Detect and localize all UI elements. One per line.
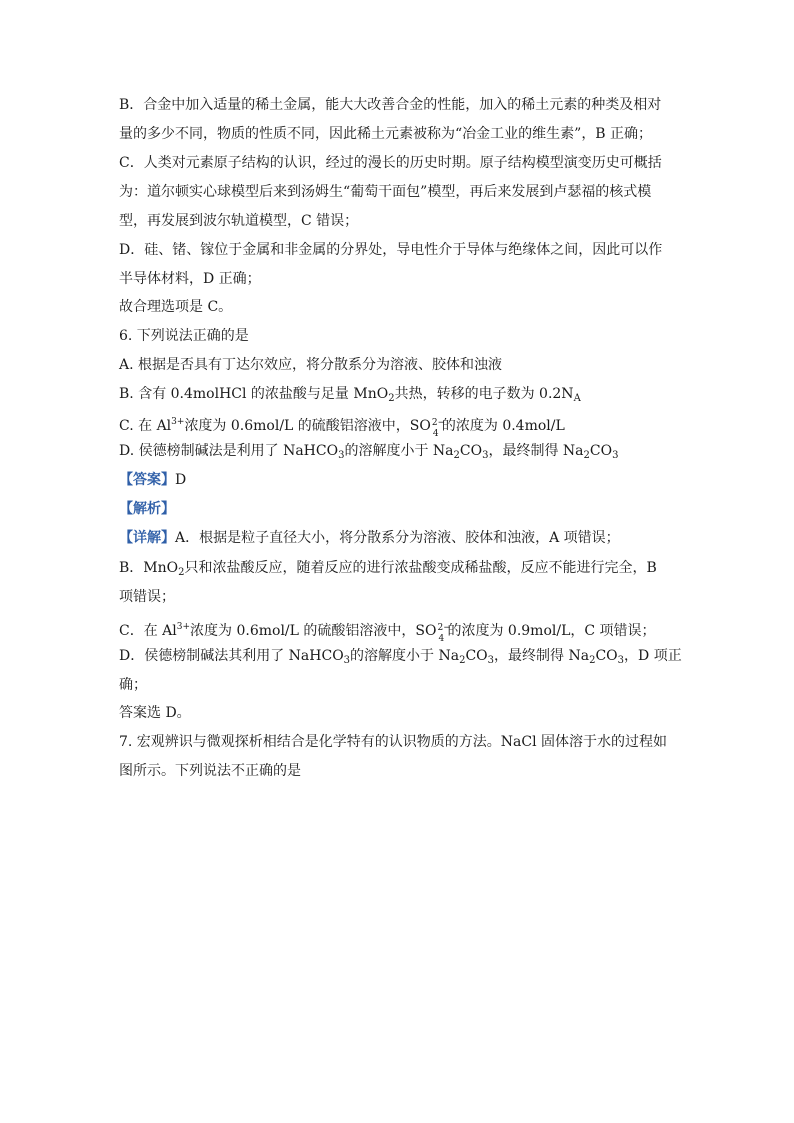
q6-detail-d-text-6: ，D 项正 [624, 648, 682, 664]
q6-detail-c-ion-charge [436, 621, 451, 644]
q6-detail-b-subscript: 2 [178, 567, 185, 578]
q6-option-c-text-1: C. 在 Al [119, 418, 172, 434]
q6-detail-d-subscript-1: 3 [343, 655, 351, 666]
q6-detail-c-text-1: C．在 Al [119, 623, 177, 639]
q6-stem: 6. 下列说法正确的是 [119, 328, 249, 344]
analysis-tag: 【解析】 [119, 501, 175, 517]
q6-option-a: A. 根据是否具有丁达尔效应，将分散系分为溶液、胶体和浊液 [119, 357, 503, 373]
q5-analysis-c-line-1: C．人类对元素原子结构的认识，经过的漫长的历史时期。原子结构模型演变历史可概括 [119, 155, 662, 171]
q6-detail-d-subscript-2: 2 [459, 655, 466, 666]
q6-detail-c-text-3: 的浓度为 0.9mol/L，C 项错误； [447, 623, 656, 639]
q6-final-answer: 答案选 D。 [119, 705, 191, 721]
q6-option-d-subscript-5: 3 [612, 450, 619, 461]
q6-detail-b-text-1: B．MnO [119, 560, 179, 576]
q6-detail-a-text: A．根据是粒子直径大小，将分散系分为溶液、胶体和浊液，A 项错误； [175, 530, 620, 546]
q6-detail-c-ion-subscript: 4 [438, 634, 445, 644]
q6-detail-d [119, 646, 682, 671]
q6-option-c-ion-subscript: 4 [432, 429, 439, 439]
q7-stem-line-1: 7. 宏观辨识与微观探析相结合是化学特有的认识物质的方法。NaCl 固体溶于水的过程如 [119, 734, 668, 750]
q5-analysis-c-line-2: 为：道尔顿实心球模型后来到汤姆生“葡萄干面包”模型，再后来发展到卢瑟福的核式模 [119, 184, 652, 200]
q6-option-d-subscript-1: 3 [338, 450, 345, 461]
q6-detail-a [119, 528, 620, 548]
q6-detail-b-line-2: 项错误； [119, 589, 175, 605]
q5-analysis-b-line-2: 量的多少不同，物质的性质不同，因此稀土元素被称为“冶金工业的维生素”，B 正确； [119, 126, 653, 142]
q6-option-b-subscript-1: 2 [388, 393, 395, 404]
q6-option-d-text-4: ，最终制得 Na [488, 443, 584, 459]
q6-detail-d-text-4: ，最终制得 Na [494, 648, 590, 664]
q6-detail-d-subscript-4: 2 [589, 655, 596, 666]
q6-option-c-superscript: 3+ [171, 417, 185, 427]
q6-option-b-subscript-2: A [573, 393, 581, 404]
q6-detail-d-subscript-5: 3 [617, 655, 625, 666]
q6-option-d-text-5: CO [589, 443, 613, 459]
q6-detail-d-text-5: CO [595, 648, 618, 664]
q5-analysis-c-line-3: 型，再发展到波尔轨道模型，C 错误； [119, 213, 359, 229]
detail-tag: 【详解】 [119, 530, 175, 546]
q6-option-d [119, 441, 618, 466]
q6-analysis-heading [119, 499, 175, 519]
q6-option-c-ion-charge [431, 416, 446, 439]
q6-detail-c [119, 617, 656, 644]
q6-detail-d-text-1: D．侯德榜制碱法其利用了 NaHCO [119, 648, 344, 664]
q6-detail-c-text-2: 浓度为 0.6mol/L 的硫酸铝溶液中，SO [190, 623, 437, 639]
q6-detail-b [119, 558, 657, 583]
q6-option-b-text-1: B. 含有 0.4molHCl 的浓盐酸与足量 MnO [119, 386, 389, 402]
q6-option-c-text-2: 浓度为 0.6mol/L 的硫酸铝溶液中，SO [184, 418, 431, 434]
q6-detail-d-line-2: 确； [119, 677, 147, 693]
q6-detail-d-subscript-3: 3 [487, 655, 495, 666]
q7-stem-line-2: 图所示。下列说法不正确的是 [119, 763, 301, 779]
q5-analysis-d-line-2: 半导体材料，D 正确； [119, 271, 261, 287]
q6-option-d-text-1: D. 侯德榜制碱法是利用了 NaHCO [119, 443, 339, 459]
q6-detail-c-ion-superscript: 2− [437, 623, 451, 633]
q6-option-c-text-3: 的浓度为 0.4mol/L [441, 418, 565, 434]
q6-option-d-subscript-2: 2 [453, 450, 460, 461]
q5-conclusion: 故合理选项是 C。 [119, 299, 233, 315]
q6-option-b-text-2: 共热，转移的电子数为 0.2N [394, 386, 574, 402]
q6-option-d-text-3: CO [459, 443, 483, 459]
answer-value: D [175, 472, 187, 488]
q5-analysis-b-line-1: B．合金中加入适量的稀土金属，能大大改善合金的性能，加入的稀土元素的种类及相对 [119, 97, 662, 113]
q6-detail-c-superscript: 3+ [176, 622, 191, 632]
q6-detail-d-text-3: CO [465, 648, 488, 664]
q6-option-b [119, 384, 581, 409]
q6-detail-d-text-2: 的溶解度小于 Na [350, 648, 460, 664]
q6-option-d-text-2: 的溶解度小于 Na [344, 443, 454, 459]
q6-option-d-subscript-4: 2 [583, 450, 590, 461]
answer-tag: 【答案】 [119, 472, 175, 488]
q6-detail-b-text-2: 只和浓盐酸反应，随着反应的进行浓盐酸变成稀盐酸，反应不能进行完全，B [184, 560, 657, 576]
q6-answer [119, 470, 186, 490]
q6-option-c-ion-superscript: 2− [431, 418, 446, 428]
q6-option-c [119, 412, 565, 439]
q5-analysis-d-line-1: D．硅、锗、镓位于金属和非金属的分界处，导电性介于导体与绝缘体之间，因此可以作 [119, 242, 663, 258]
q6-option-d-subscript-3: 3 [482, 450, 489, 461]
